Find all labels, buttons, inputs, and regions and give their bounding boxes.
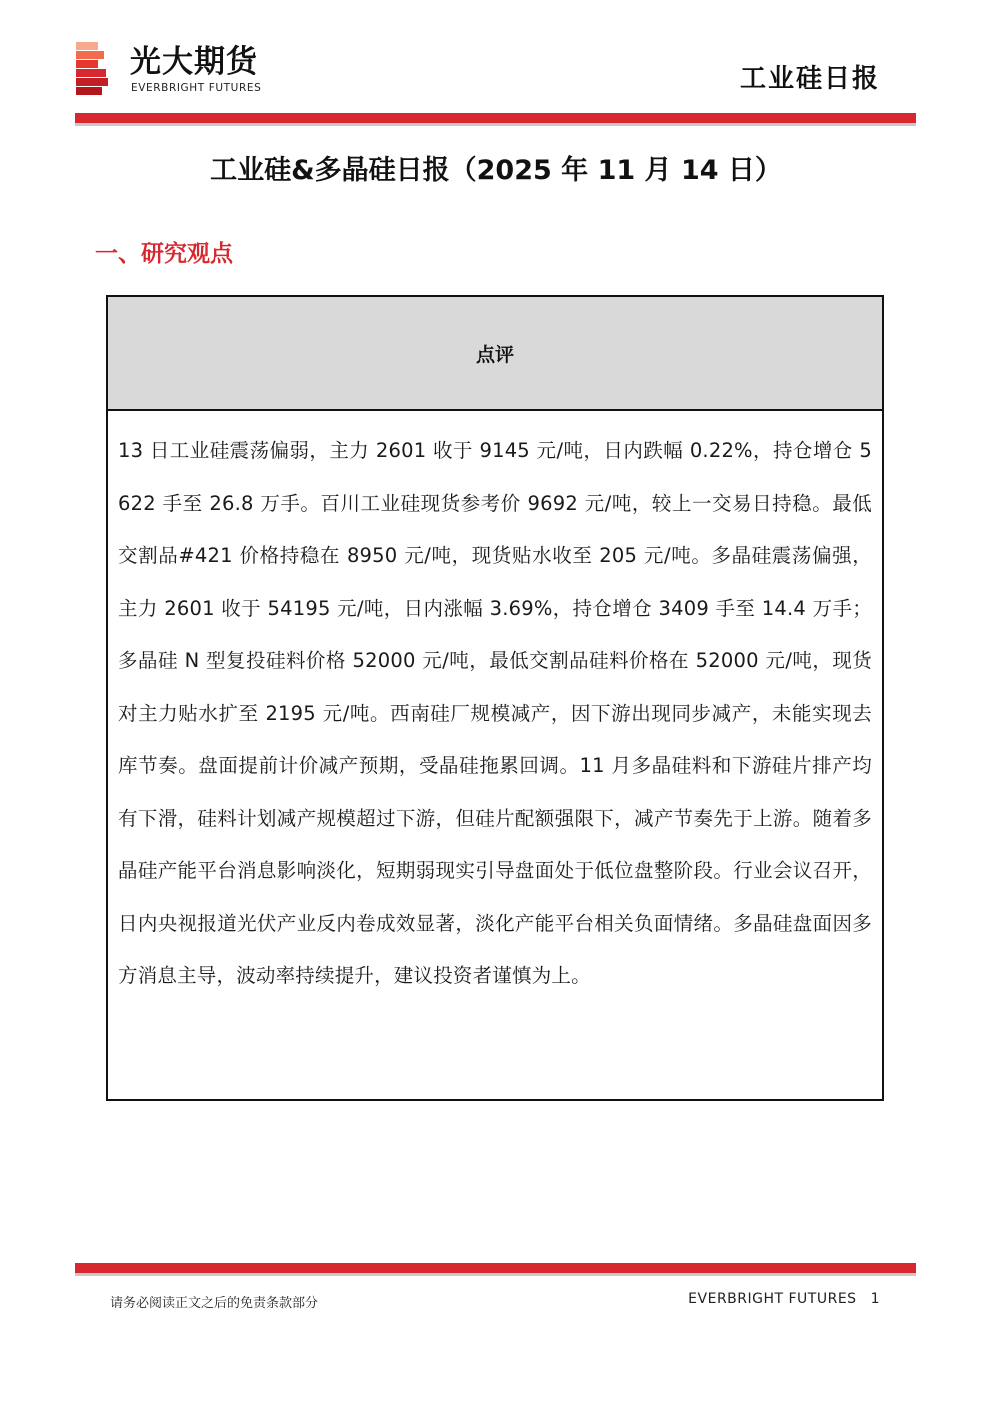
review-table <box>106 295 884 1101</box>
review-table-header <box>108 297 882 411</box>
logo-chinese-name: 光大期货 <box>130 44 258 80</box>
review-body-text: 13 日工业硅震荡偏弱，主力 2601 收于 9145 元/吨，日内跌幅 0.22%，持仓增仓 5622 手至 26.8 万手。百川工业硅现货参考价 9692 元/吨，较上一交易日持稳。最低交割品#421 价格持稳在 8950 元/吨，现货贴水收至 205 元/吨。多晶硅震荡偏强，主力 2601 收于 54195 元/吨，日内涨幅 3.69%，持仓增仓 3409 手至 14.4 万手；多晶硅 N 型复投硅料价格 52000 元/吨，最低交割品硅料价格在 52000 元/吨，现货对主力贴水扩至 2195 元/吨。西南硅厂规模减产，因下游出现同步减产，未能实现去库节奏。盘面提前计价减产预期，受晶硅拖累回调。11 月多晶硅料和下游硅片排产均有下滑，硅料计划减产规模超过下游，但硅片配额强限下，减产节奏先于上游。随着多晶硅产能平台消息影响淡化，短期弱现实引导盘面处于低位盘整阶段。行业会议召开，日内央视报道光伏产业反内卷成效显著，淡化产能平台相关负面情绪。多晶硅盘面因多方消息主导，波动率持续提升，建议投资者谨慎为上。 <box>118 439 872 987</box>
review-header-label: 点评 <box>475 343 514 366</box>
report-title: 工业硅&多晶硅日报（2025 年 11 月 14 日） <box>210 155 782 186</box>
footer-brand-name: EVERBRIGHT FUTURES <box>688 1291 857 1307</box>
header-divider <box>75 113 916 126</box>
document-type-title: 工业硅日报 <box>739 64 880 94</box>
page-number: 1 <box>870 1291 880 1307</box>
footer-disclaimer: 请务必阅读正文之后的免责条款部分 <box>110 1296 319 1311</box>
footer-divider <box>75 1263 916 1276</box>
section-heading: 一、研究观点 <box>95 241 233 267</box>
logo-english-name: EVERBRIGHT FUTURES <box>131 82 262 94</box>
company-logo <box>76 42 316 100</box>
footer-brand <box>688 1291 880 1307</box>
everbright-logo-icon <box>76 42 116 98</box>
